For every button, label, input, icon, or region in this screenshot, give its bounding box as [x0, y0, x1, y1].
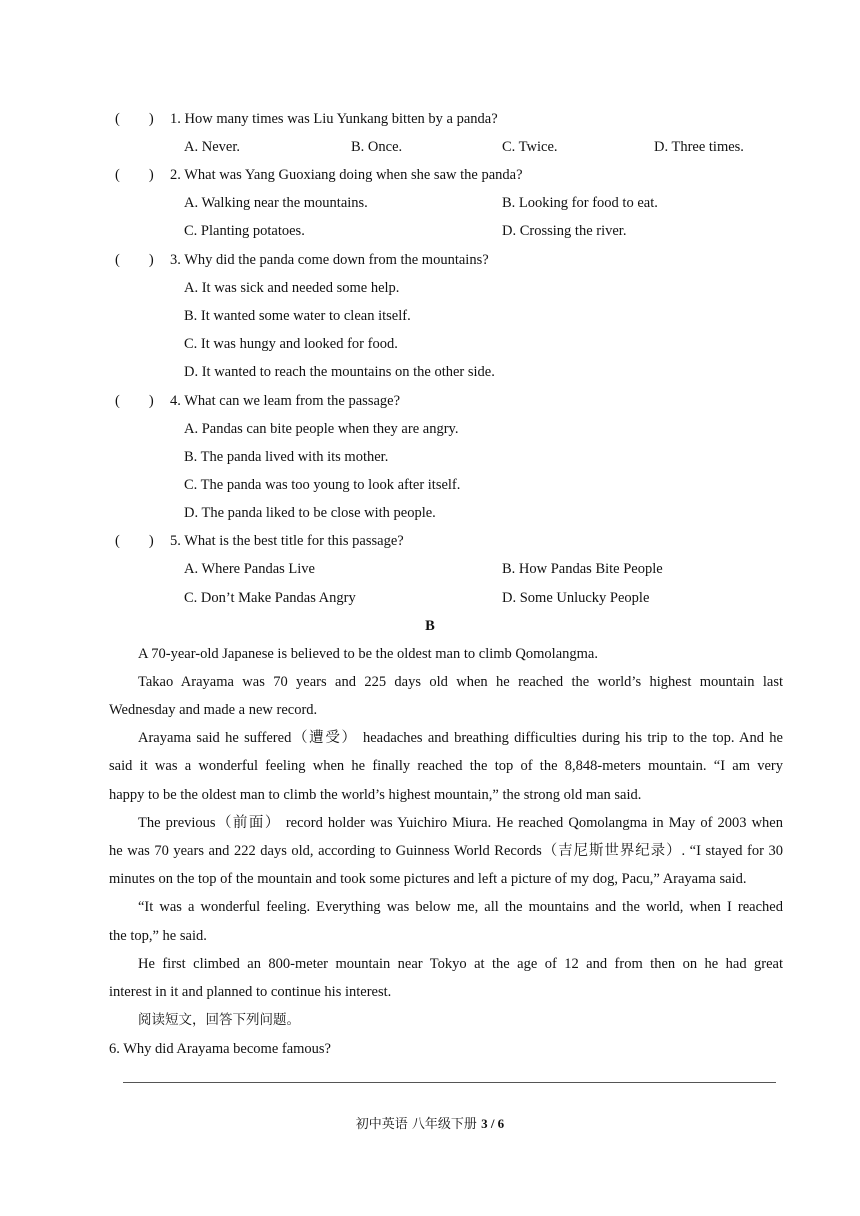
- passage-line: minutes on the top of the mountain and took some pictures and left a picture of my dog, Pacu,” Arayama said.: [109, 871, 747, 887]
- page-footer: [0, 1113, 860, 1132]
- option: A. Pandas can bite people when they are angry.: [184, 421, 459, 437]
- answer-blank[interactable]: ( ): [115, 167, 154, 183]
- instruction-text: 阅读短文，回答下列问题。: [138, 1012, 300, 1028]
- passage-line: He first climbed an 800-meter mountain near Tokyo at the age of 12 and from then on he had great: [138, 956, 783, 972]
- option: C. Don’t Make Pandas Angry: [184, 590, 356, 606]
- footer-text: 初中英语 八年级下册: [355, 1117, 482, 1132]
- option: A. Never.: [184, 139, 240, 155]
- question-stem: 2. What was Yang Guoxiang doing when she saw the panda?: [170, 167, 523, 183]
- page-number: 3 / 6: [481, 1116, 505, 1131]
- passage-line: Takao Arayama was 70 years and 225 days old when he reached the world’s highest mountain last: [138, 674, 783, 690]
- question-stem: 6. Why did Arayama become famous?: [109, 1041, 331, 1057]
- question-stem: 5. What is the best title for this passage?: [170, 533, 404, 549]
- option: A. It was sick and needed some help.: [184, 280, 400, 296]
- option: C. It was hungy and looked for food.: [184, 336, 398, 352]
- passage-line: Arayama said he suffered（遭受） headaches and breathing difficulties during his trip to the top. And he: [138, 730, 783, 746]
- option: B. The panda lived with its mother.: [184, 449, 389, 465]
- question-stem: 4. What can we leam from the passage?: [170, 393, 401, 409]
- passage-line: “It was a wonderful feeling. Everything was below me, all the mountains and the world, when I reached: [138, 899, 783, 915]
- answer-blank[interactable]: ( ): [115, 533, 154, 549]
- option: B. Once.: [351, 139, 403, 155]
- passage-line: The previous（前面） record holder was Yuichiro Miura. He reached Qomolangma in May of 2003 when: [138, 815, 783, 831]
- answer-blank[interactable]: ( ): [115, 252, 154, 268]
- option: D. The panda liked to be close with people.: [184, 505, 436, 521]
- option: D. Crossing the river.: [502, 223, 627, 239]
- passage-line: Wednesday and made a new record.: [109, 702, 318, 718]
- option: D. Some Unlucky People: [502, 590, 650, 606]
- option: B. Looking for food to eat.: [502, 195, 658, 211]
- passage-line: A 70-year-old Japanese is believed to be the oldest man to climb Qomolangma.: [138, 646, 598, 662]
- section-heading: B: [425, 618, 435, 634]
- option: C. The panda was too young to look after itself.: [184, 477, 461, 493]
- option: C. Planting potatoes.: [184, 223, 305, 239]
- option: B. How Pandas Bite People: [502, 561, 663, 577]
- option: C. Twice.: [502, 139, 558, 155]
- answer-blank[interactable]: ( ): [115, 111, 154, 127]
- passage-line: the top,” he said.: [109, 928, 207, 944]
- option: A. Where Pandas Live: [184, 561, 315, 577]
- question-stem: 3. Why did the panda come down from the mountains?: [170, 252, 489, 268]
- answer-blank[interactable]: ( ): [115, 393, 154, 409]
- option: D. It wanted to reach the mountains on the other side.: [184, 364, 495, 380]
- option: B. It wanted some water to clean itself.: [184, 308, 411, 324]
- passage-line: interest in it and planned to continue his interest.: [109, 984, 392, 1000]
- question-stem: 1. How many times was Liu Yunkang bitten by a panda?: [170, 111, 498, 127]
- option: A. Walking near the mountains.: [184, 195, 368, 211]
- option: D. Three times.: [654, 139, 744, 155]
- passage-line: happy to be the oldest man to climb the world’s highest mountain,” the strong old man said.: [109, 787, 642, 803]
- passage-line: he was 70 years and 222 days old, according to Guinness World Records（吉尼斯世界纪录）. “I stayed for 30: [109, 843, 783, 859]
- answer-line[interactable]: [123, 1082, 776, 1083]
- passage-line: said it was a wonderful feeling when he finally reached the top of the 8,848-meters mountain. “I am very: [109, 758, 783, 774]
